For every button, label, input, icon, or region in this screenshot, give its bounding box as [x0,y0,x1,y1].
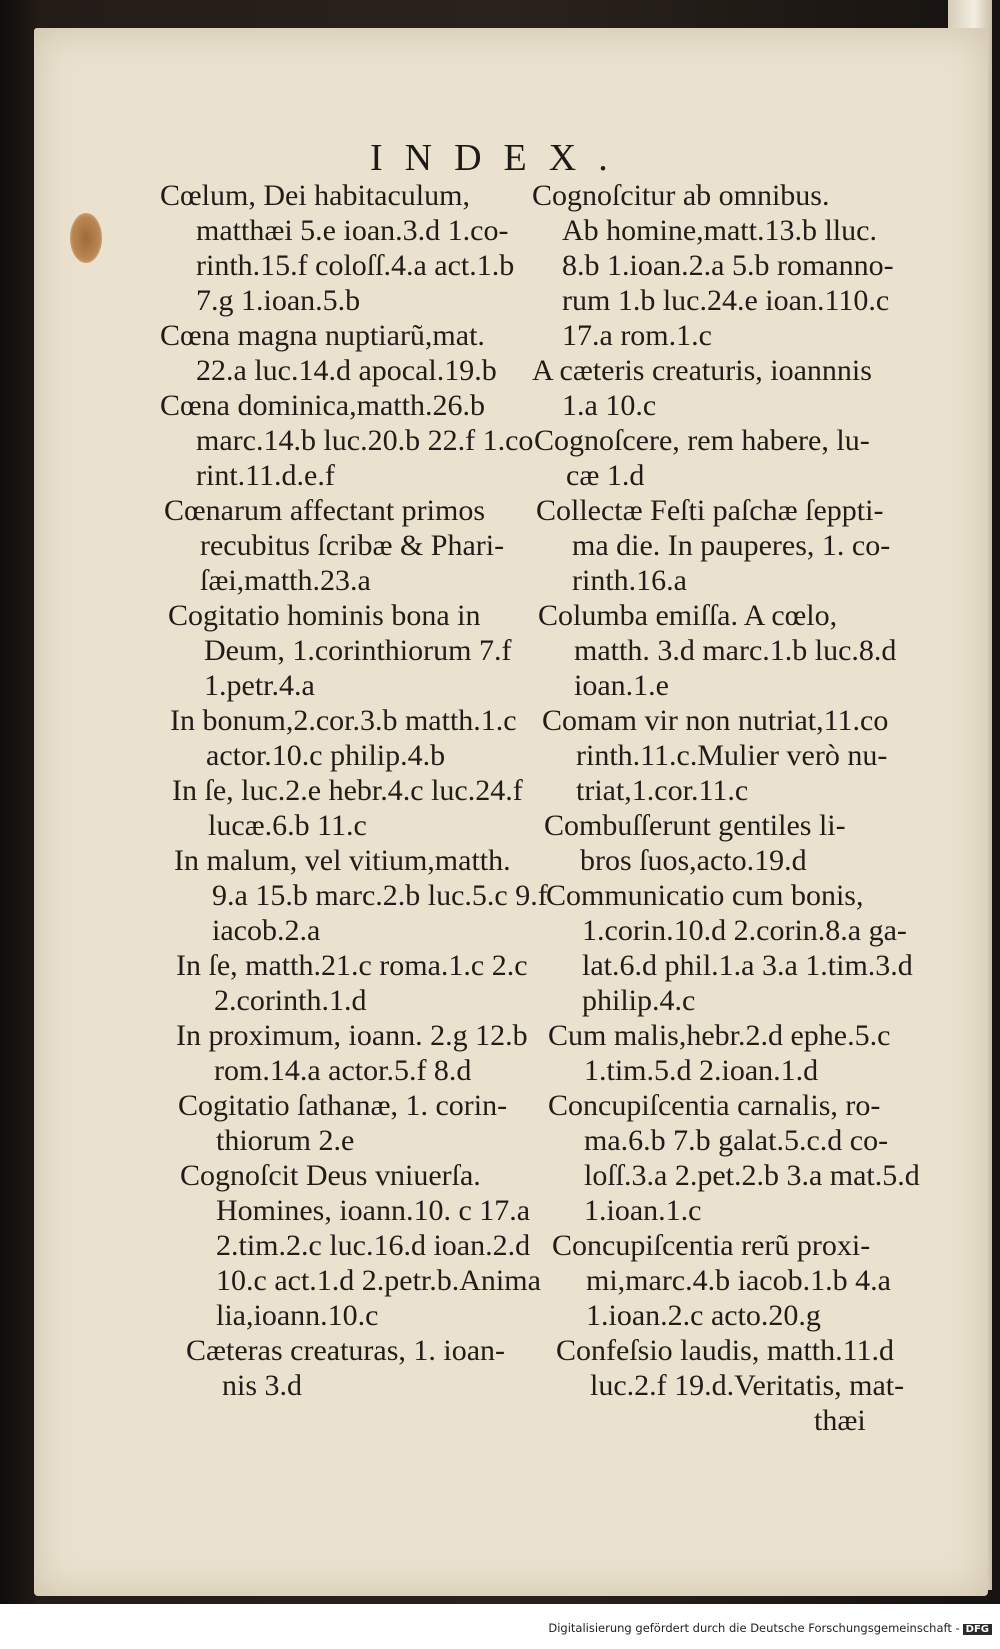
index-line: Cœna dominica,matth.26.b [160,389,485,422]
index-line: Homines, ioann.10. c 17.a [216,1194,531,1227]
index-line: Cæteras creaturas, 1. ioan- [186,1334,506,1367]
index-line: rum 1.b luc.24.e ioan.110.c [562,284,890,317]
index-line: 7.g 1.ioan.5.b [196,284,361,317]
index-line: 2.tim.2.c luc.16.d ioan.2.d [216,1229,531,1262]
index-line: nis 3.d [222,1369,303,1402]
index-line: triat,1.cor.11.c [576,774,749,807]
index-line: Cœnarum affectant primos [164,494,486,527]
index-line: In malum, vel vitium,matth. [174,844,511,877]
index-line: 8.b 1.ioan.2.a 5.b romanno- [562,249,894,282]
index-line: rinth.15.f coloſſ.4.a act.1.b [196,249,515,282]
index-line: ioan.1.e [574,669,669,702]
page-header: INDEX. [370,137,630,179]
index-left-column [160,178,548,1403]
index-line: Cogitatio ſathanæ, 1. corin- [178,1089,508,1122]
index-line: Cœna magna nuptiarũ,mat. [160,319,485,352]
index-line: 22.a luc.14.d apocal.19.b [196,354,497,387]
index-line: 1.ioan.1.c [584,1194,702,1227]
index-line: lat.6.d phil.1.a 3.a 1.tim.3.d [582,949,913,982]
index-line: lia,ioann.10.c [216,1299,379,1332]
index-line: Cognoſcitur ab omnibus. [532,179,830,212]
index-line: philip.4.c [582,984,696,1017]
index-line: thæi [814,1404,866,1437]
index-line: ma.6.b 7.b galat.5.c.d co- [584,1124,889,1157]
index-line: actor.10.c philip.4.b [206,739,446,772]
ink-stain [70,213,102,263]
index-line: 17.a rom.1.c [562,319,712,352]
footer-credit-text: Digitalisierung gefördert durch die Deutsche Forschungsgemeinschaft - [548,1621,960,1635]
index-line: matth. 3.d marc.1.b luc.8.d [574,634,897,667]
index-line: Cum malis,hebr.2.d ephe.5.c [548,1019,891,1052]
index-line: In ſe, luc.2.e hebr.4.c luc.24.f [172,774,523,807]
dfg-logo: DFG [963,1624,992,1635]
index-line: Cognoſcit Deus vniuerſa. [180,1159,481,1192]
index-line: luc.2.f 19.d.Veritatis, mat- [590,1369,905,1402]
index-line: Deum, 1.corinthiorum 7.f [204,634,512,667]
index-line: recubitus ſcribæ & Phari- [200,529,505,562]
index-line: mi,marc.4.b iacob.1.b 4.a [586,1264,891,1297]
index-line: In ſe, matth.21.c roma.1.c 2.c [176,949,528,982]
index-line: thiorum 2.e [216,1124,355,1157]
index-line: rinth.16.a [572,564,687,597]
index-line: ma die. In pauperes, 1. co- [572,529,891,562]
index-line: Comam vir non nutriat,11.co [542,704,889,737]
footer-bar [0,1604,1000,1649]
index-line: 1.tim.5.d 2.ioan.1.d [584,1054,819,1087]
index-line: ſæi,matth.23.a [200,564,371,597]
index-right-column [532,178,932,1438]
index-line: iacob.2.a [212,914,321,947]
index-line: Cognoſcere, rem habere, lu- [534,424,870,457]
index-line: 1.corin.10.d 2.corin.8.a ga- [582,914,907,947]
index-line: 2.corinth.1.d [214,984,367,1017]
index-line: Cœlum, Dei habitaculum, [160,179,470,212]
index-line: Confeſsio laudis, matth.11.d [556,1334,895,1367]
index-line: A cæteris creaturis, ioannnis [532,354,872,387]
index-line: matthæi 5.e ioan.3.d 1.co- [196,214,509,247]
index-line: 1.a 10.c [562,389,657,422]
index-line: rom.14.a actor.5.f 8.d [214,1054,472,1087]
index-line: 1.petr.4.a [204,669,315,702]
index-line: 9.a 15.b marc.2.b luc.5.c 9.f [212,879,548,912]
index-line: Concupiſcentia carnalis, ro- [548,1089,881,1122]
index-line: Columba emiſſa. A cœlo, [538,599,838,632]
index-line: rinth.11.c.Mulier verò nu- [576,739,888,772]
index-line: Communicatio cum bonis, [546,879,864,912]
index-line: Combuſſerunt gentiles li- [544,809,846,842]
index-line: marc.14.b luc.20.b 22.f 1.co [196,424,534,457]
index-line: In bonum,2.cor.3.b matth.1.c [170,704,517,737]
index-line: In proximum, ioann. 2.g 12.b [176,1019,528,1052]
index-line: Cogitatio hominis bona in [168,599,481,632]
index-line: rint.11.d.e.f [196,459,335,492]
index-line: 10.c act.1.d 2.petr.b.Anima [216,1264,541,1297]
index-line: bros ſuos,acto.19.d [580,844,807,877]
index-line: Concupiſcentia rerũ proxi- [552,1229,871,1262]
index-line: 1.ioan.2.c acto.20.g [586,1299,821,1332]
footer-credit [548,1621,992,1635]
index-line: cæ 1.d [566,459,645,492]
index-line: lucæ.6.b 11.c [208,809,367,842]
index-line: Collectæ Feſti paſchæ ſeppti- [536,494,884,527]
index-line: loſſ.3.a 2.pet.2.b 3.a mat.5.d [584,1159,920,1192]
index-line: Ab homine,matt.13.b lluc. [562,214,877,247]
